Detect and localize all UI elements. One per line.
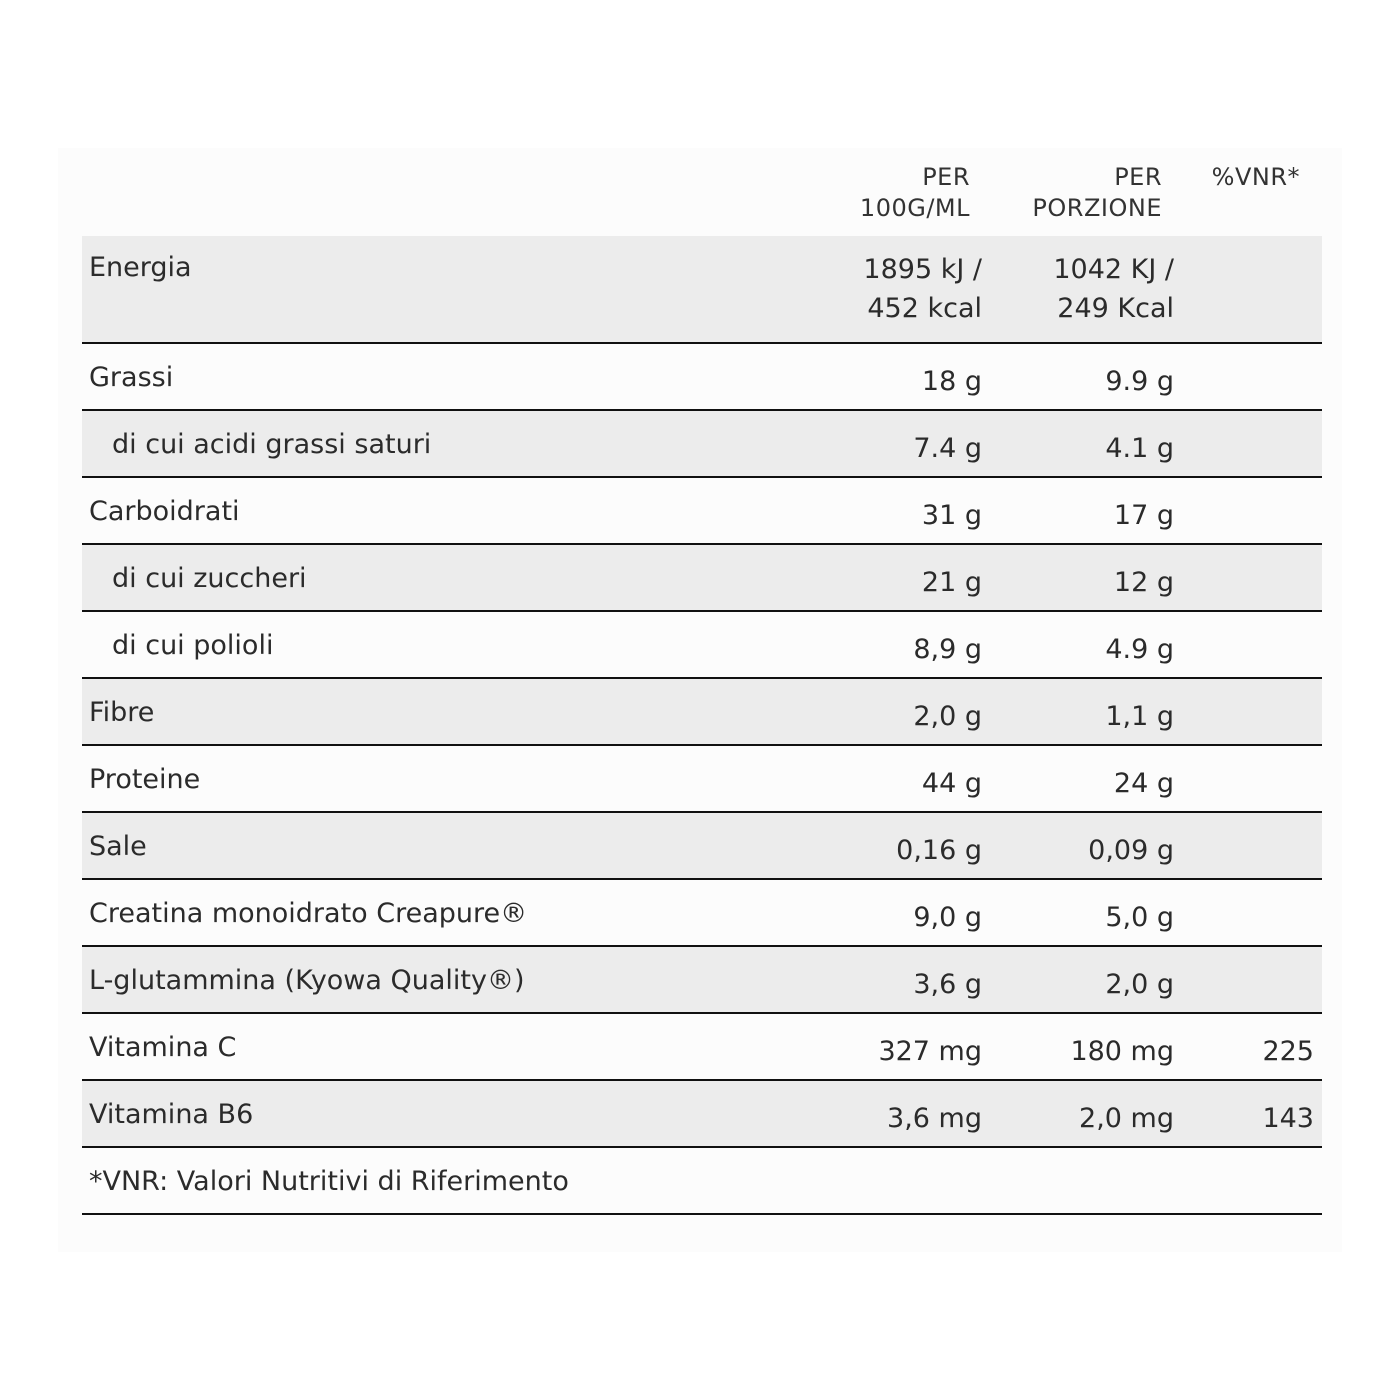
value-per-portion: 1,1 g [1105, 701, 1174, 732]
value-per-portion: 2,0 g [1105, 969, 1174, 1000]
value-per-portion: 180 mg [1070, 1036, 1174, 1067]
header-vnr: %VNR* [1211, 163, 1300, 191]
value-per-100g: 2,0 g [913, 701, 982, 732]
row-label: Sale [89, 831, 147, 862]
value-per-100g: 3,6 g [913, 969, 982, 1000]
table-row-glutammina [82, 947, 1322, 1014]
table-row-polioli [82, 612, 1322, 679]
value-per-portion: 17 g [1113, 500, 1174, 531]
value-per-100g: 18 g [921, 366, 982, 397]
table-row-energia [82, 236, 1322, 344]
table-row-vitamina-b6 [82, 1081, 1322, 1148]
row-label: di cui polioli [112, 630, 274, 661]
table-row-grassi [82, 344, 1322, 411]
row-label: Grassi [89, 362, 174, 393]
table-row-carboidrati [82, 478, 1322, 545]
value-per-portion: 24 g [1113, 768, 1174, 799]
value-per-100g: 44 g [921, 768, 982, 799]
row-label: Energia [89, 252, 192, 283]
row-label: di cui acidi grassi saturi [112, 429, 432, 460]
row-label: Carboidrati [89, 496, 240, 527]
value-vnr: 143 [1262, 1103, 1314, 1134]
value-per-100g: 9,0 g [913, 902, 982, 933]
table-header [82, 148, 1322, 236]
value-per-100g: 7.4 g [913, 433, 982, 464]
value-per-100g: 0,16 g [896, 835, 982, 866]
nutrition-table [82, 148, 1322, 1215]
value-per-100g: 327 mg [878, 1036, 982, 1067]
value-per-100g: 3,6 mg [887, 1103, 982, 1134]
row-label: Fibre [89, 697, 155, 728]
value-per-portion: 2,0 mg [1079, 1103, 1174, 1134]
value-per-portion: 5,0 g [1105, 902, 1174, 933]
row-label: Vitamina C [89, 1032, 237, 1063]
value-per-100g: 8,9 g [913, 634, 982, 665]
table-row-saturi [82, 411, 1322, 478]
table-row-fibre [82, 679, 1322, 746]
value-per-100g: 1895 kJ / 452 kcal [863, 254, 982, 324]
value-per-portion: 4.1 g [1105, 433, 1174, 464]
value-per-100g: 31 g [921, 500, 982, 531]
row-label: Creatina monoidrato Creapure® [89, 898, 528, 929]
row-label: Proteine [89, 764, 201, 795]
row-label: Vitamina B6 [89, 1099, 254, 1130]
value-vnr: 225 [1262, 1036, 1314, 1067]
table-row-proteine [82, 746, 1322, 813]
table-row-zuccheri [82, 545, 1322, 612]
footnote: *VNR: Valori Nutritivi di Riferimento [89, 1166, 569, 1197]
table-row-vitamina-c [82, 1014, 1322, 1081]
table-row-creatina [82, 880, 1322, 947]
row-label: L-glutammina (Kyowa Quality®) [89, 965, 525, 996]
value-per-portion: 0,09 g [1088, 835, 1174, 866]
value-per-portion: 12 g [1113, 567, 1174, 598]
value-per-portion: 1042 KJ / 249 Kcal [1053, 254, 1174, 324]
footnote-row [82, 1148, 1322, 1215]
value-per-100g: 21 g [921, 567, 982, 598]
header-per-portion: PER PORZIONE [1032, 163, 1162, 222]
value-per-portion: 9.9 g [1105, 366, 1174, 397]
row-label: di cui zuccheri [112, 563, 307, 594]
header-per-100g: PER 100G/ML [859, 163, 970, 222]
value-per-portion: 4.9 g [1105, 634, 1174, 665]
table-row-sale [82, 813, 1322, 880]
